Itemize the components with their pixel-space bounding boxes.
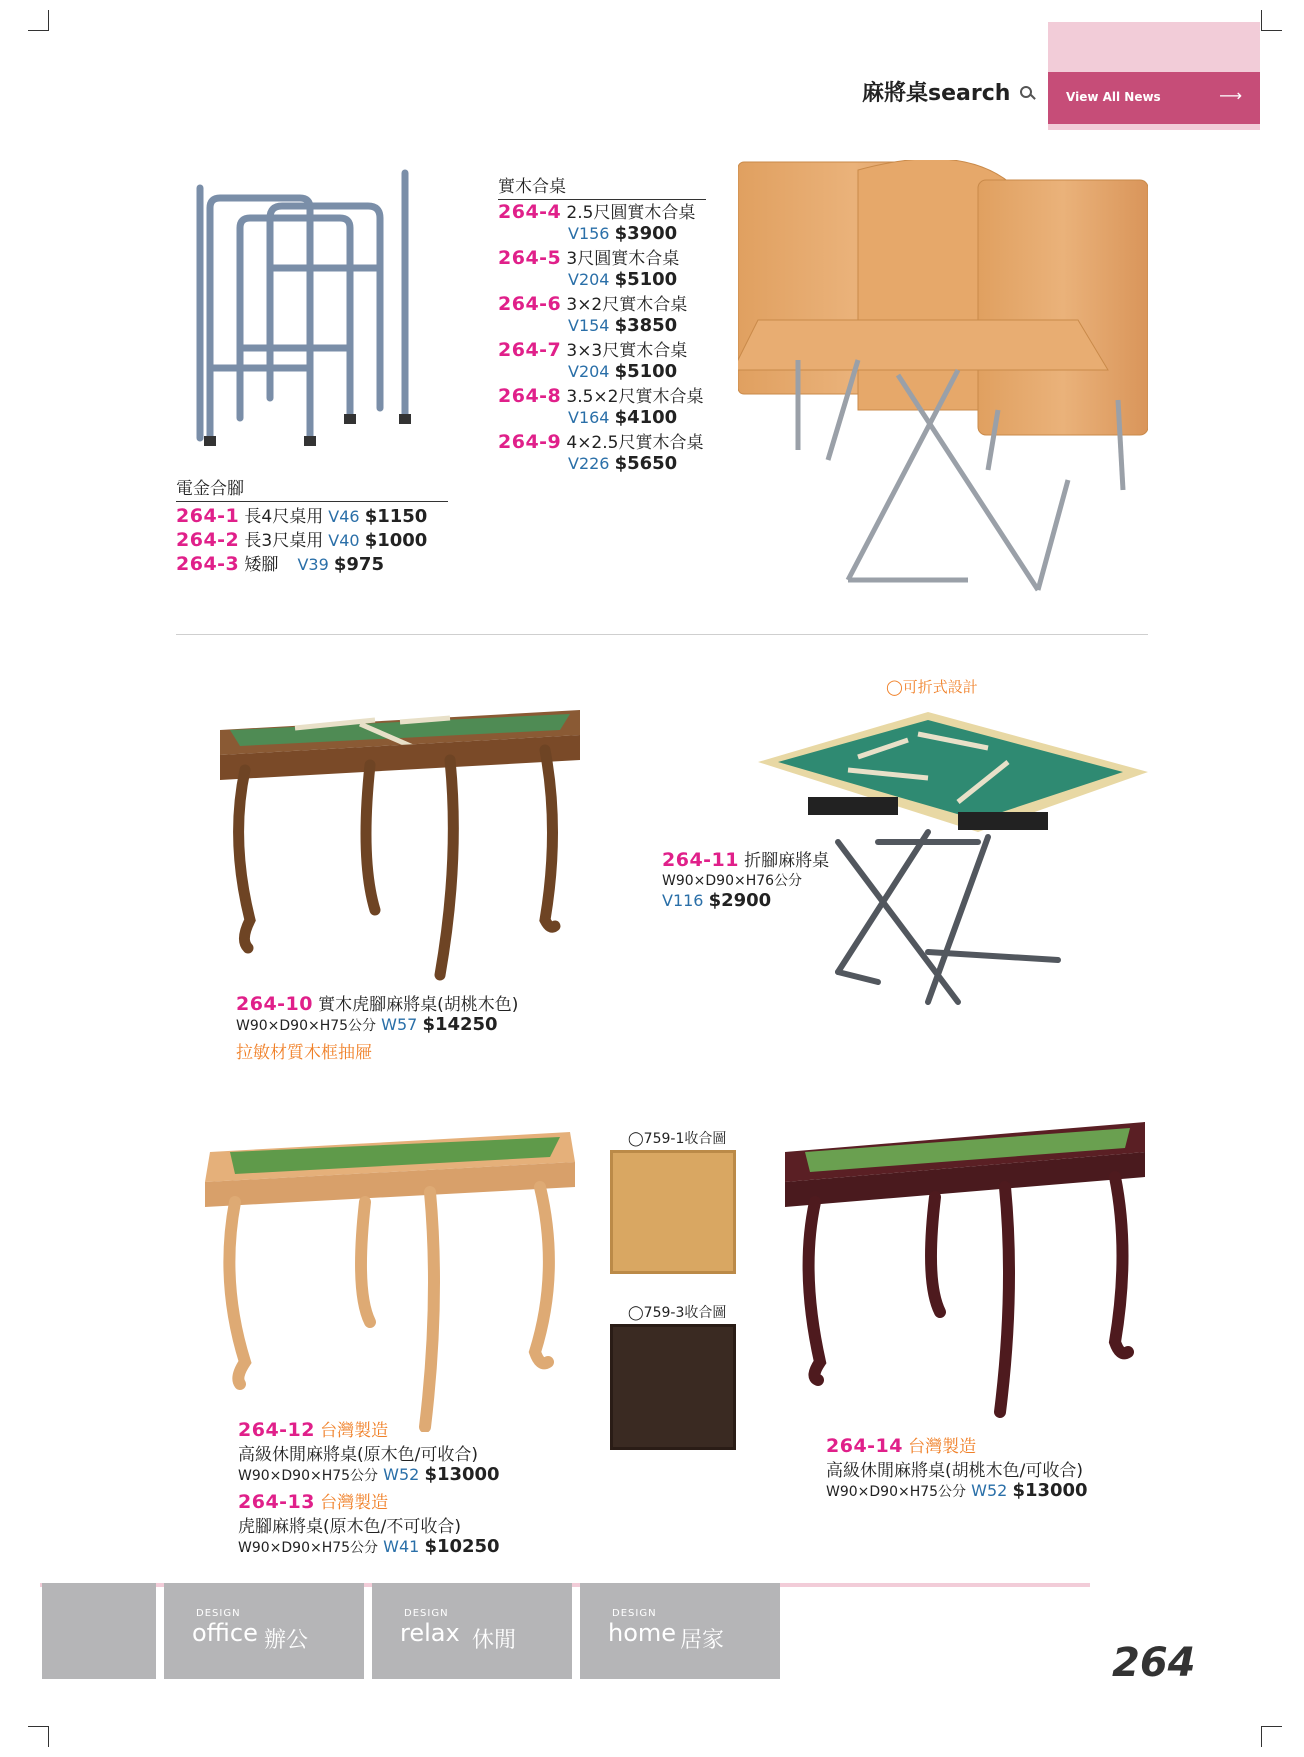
p13-title	[238, 1488, 388, 1513]
product-volume: V156	[568, 224, 610, 243]
product-price: $3900	[614, 223, 678, 244]
p11-title	[662, 846, 829, 871]
p12-spec	[238, 1464, 500, 1485]
tab-big-label: home	[608, 1619, 677, 1647]
product-dims: W90×D90×H75公分	[236, 1018, 377, 1034]
product-code: 264-3	[176, 553, 240, 575]
product-desc: 折腳麻將桌	[744, 851, 830, 871]
tab-small-label: DESIGN	[404, 1608, 449, 1619]
product-volume: V40	[328, 531, 360, 550]
product-volume: V226	[568, 454, 610, 473]
product-desc: 4×2.5尺實木合桌	[566, 433, 704, 453]
fold-caption-b: ◯759-3收合圖	[628, 1305, 727, 1321]
view-all-news-button[interactable]	[1048, 72, 1260, 124]
steel-legs-image	[190, 168, 430, 448]
p12-title	[238, 1416, 388, 1441]
product-desc: 3×3尺實木合桌	[566, 341, 688, 361]
tab-zh-label: 居家	[680, 1628, 725, 1653]
page-title: 麻將桌search	[862, 81, 1011, 106]
walnut-foldable-mahjong-table-image	[770, 1112, 1150, 1422]
p10-spec	[236, 1014, 498, 1035]
wood-heading: 實木合桌	[498, 172, 706, 200]
list-item	[176, 502, 427, 527]
tab-zh-label: 休閒	[472, 1628, 517, 1653]
tab-small-label: DESIGN	[612, 1608, 657, 1619]
product-code: 264-13	[238, 1491, 315, 1513]
product-volume: V204	[568, 270, 610, 289]
foldable-tag: ◯可折式設計	[886, 678, 978, 696]
product-price: $13000	[1012, 1480, 1088, 1501]
product-price: $2900	[708, 890, 772, 911]
tab-big-label: relax	[400, 1619, 460, 1647]
list-item	[498, 244, 703, 290]
product-code: 264-1	[176, 505, 240, 527]
product-price: $5100	[614, 361, 678, 382]
fold-photo-a	[610, 1150, 736, 1274]
product-origin: 台灣製造	[908, 1437, 977, 1457]
footer-tab-relax[interactable]	[372, 1583, 572, 1679]
product-volume: V116	[662, 891, 704, 910]
fold-photo-b	[610, 1324, 736, 1450]
product-code: 264-14	[826, 1435, 903, 1457]
product-price: $3850	[614, 315, 678, 336]
list-item	[498, 428, 703, 474]
product-code: 264-10	[236, 993, 313, 1015]
product-dims: W90×D90×H75公分	[238, 1540, 379, 1556]
page-number: 264	[1112, 1640, 1196, 1686]
product-code: 264-2	[176, 529, 240, 551]
product-desc: 3.5×2尺實木合桌	[566, 387, 704, 407]
product-price: $1000	[364, 530, 428, 551]
product-desc: 高級休閒麻將桌(胡桃木色/可收合)	[826, 1461, 1083, 1481]
product-volume: V204	[568, 362, 610, 381]
product-dims: W90×D90×H75公分	[826, 1484, 967, 1500]
product-price: $4100	[614, 407, 678, 428]
crop-mark-bottom-right	[1261, 1726, 1282, 1747]
p14-title	[826, 1432, 976, 1457]
news-button-label: View All News	[1066, 90, 1161, 104]
product-code: 264-12	[238, 1419, 315, 1441]
product-price: $5650	[614, 453, 678, 474]
crop-mark-top-right	[1261, 10, 1282, 31]
product-code: 264-11	[662, 849, 739, 871]
product-price: $975	[333, 554, 384, 575]
list-item	[498, 198, 703, 244]
product-desc: 長3尺桌用	[244, 531, 324, 551]
wood-list	[498, 198, 703, 474]
natural-wood-mahjong-table-image	[190, 1122, 590, 1432]
product-desc: 矮腳	[244, 555, 279, 575]
footer-tab-office[interactable]	[164, 1583, 364, 1679]
product-code: 264-6	[498, 293, 562, 315]
product-price: $14250	[422, 1014, 498, 1035]
product-volume: V154	[568, 316, 610, 335]
product-origin: 台灣製造	[320, 1493, 389, 1513]
tab-zh-label: 辦公	[264, 1628, 309, 1653]
p10-note: 拉敏材質木框抽屜	[236, 1043, 372, 1063]
product-volume: V164	[568, 408, 610, 427]
product-desc: 長4尺桌用	[244, 507, 324, 527]
footer-tab-blank	[42, 1583, 156, 1679]
product-price: $1150	[364, 506, 428, 527]
list-item	[176, 550, 384, 575]
wooden-tabletops-image	[738, 160, 1148, 600]
product-code: 264-4	[498, 201, 562, 223]
product-desc: 2.5尺圓實木合桌	[566, 203, 696, 223]
crop-mark-bottom-left	[28, 1726, 49, 1747]
product-code: 264-8	[498, 385, 562, 407]
product-desc: 虎腳麻將桌(原木色/不可收合)	[238, 1517, 461, 1537]
list-item	[498, 336, 703, 382]
product-code: 264-9	[498, 431, 562, 453]
tab-big-label: office	[192, 1619, 258, 1647]
product-price: $13000	[424, 1464, 500, 1485]
product-volume: W52	[383, 1465, 420, 1484]
list-item	[498, 382, 703, 428]
p10-title	[236, 990, 518, 1015]
product-volume: W41	[383, 1537, 420, 1556]
legs-heading: 電金合腳	[176, 474, 448, 502]
product-dims: W90×D90×H75公分	[238, 1468, 379, 1484]
footer-tab-home[interactable]	[580, 1583, 780, 1679]
p14-spec	[826, 1480, 1088, 1501]
section-divider	[176, 634, 1148, 635]
product-price: $5100	[614, 269, 678, 290]
fold-caption-a: ◯759-1收合圖	[628, 1131, 727, 1147]
product-desc: 高級休閒麻將桌(原木色/可收合)	[238, 1445, 478, 1465]
product-origin: 台灣製造	[320, 1421, 389, 1441]
product-dims: W90×D90×H76公分	[662, 873, 803, 889]
search-icon[interactable]	[1020, 86, 1032, 98]
product-desc: 實木虎腳麻將桌(胡桃木色)	[318, 995, 519, 1015]
product-desc: 3尺圓實木合桌	[566, 249, 680, 269]
list-item	[498, 290, 703, 336]
crop-mark-top-left	[28, 10, 49, 31]
walnut-mahjong-table-image	[200, 690, 590, 990]
p11-price-row	[662, 890, 771, 911]
product-volume: V39	[297, 555, 329, 574]
product-code: 264-7	[498, 339, 562, 361]
arrow-right-icon: ⟶	[1219, 86, 1242, 105]
product-price: $10250	[424, 1536, 500, 1557]
product-code: 264-5	[498, 247, 562, 269]
product-volume: W57	[381, 1015, 418, 1034]
tab-small-label: DESIGN	[196, 1608, 241, 1619]
p13-spec	[238, 1536, 500, 1557]
product-volume: W52	[971, 1481, 1008, 1500]
product-desc: 3×2尺實木合桌	[566, 295, 688, 315]
list-item	[176, 526, 427, 551]
product-volume: V46	[328, 507, 360, 526]
